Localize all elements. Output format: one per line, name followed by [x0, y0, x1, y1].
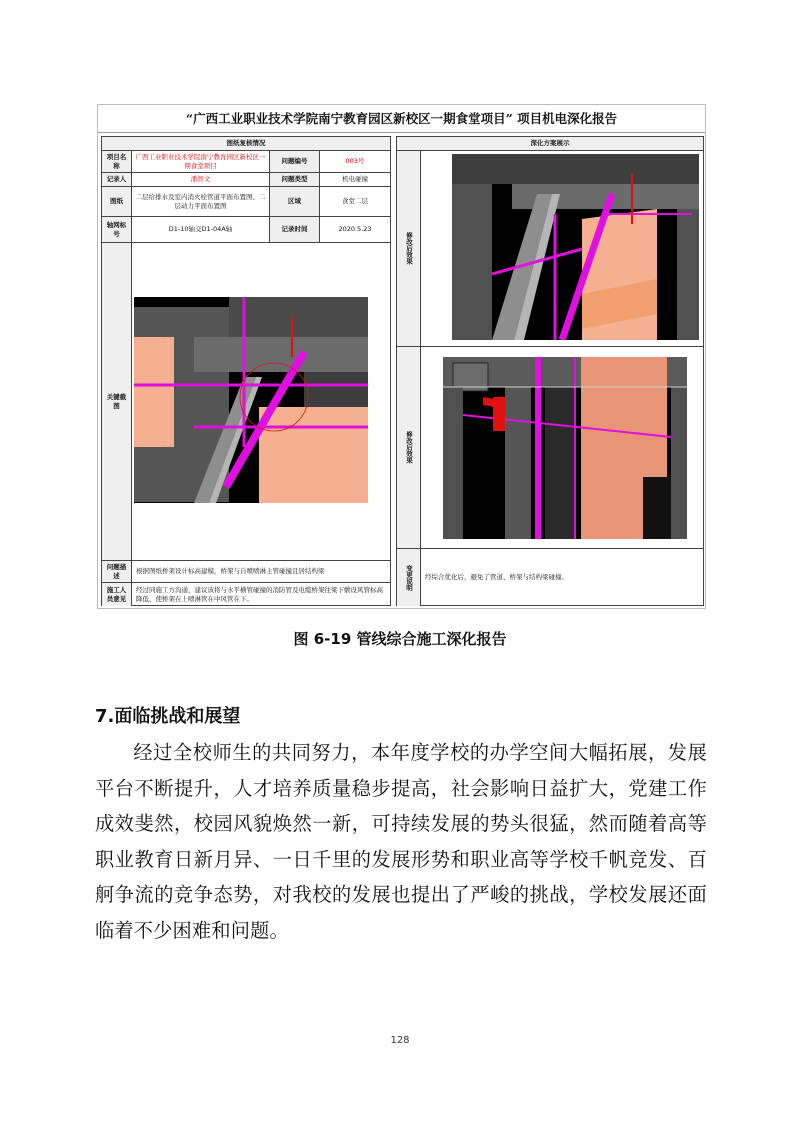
area-value: 食堂二层: [320, 187, 391, 217]
after-effect-cell-1: [421, 151, 704, 347]
change-label: [397, 549, 421, 606]
optimized-model-image-1: [452, 154, 699, 340]
project-label: 项目名称: [102, 151, 132, 173]
body-paragraph: 经过全校师生的共同努力，本年度学校的办学空间大幅拓展，发展平台不断提升，人才培养质量稳步提高，社会影响日益扩大，党建工作成效斐然，校园风貌焕然一新，可持续发展的势头很猛，然而随着高等职业教育日新月异、一日千里的发展形势和职业高等学校千帆竞发、百舸争流的竞争态势，对我校的发展也提出了严峻的挑战，学校发展还面临着不少困难和问题。: [95, 741, 707, 942]
after-effect-cell-2: [421, 347, 704, 549]
right-header: 深化方案展示: [397, 137, 704, 151]
page-number: 128: [390, 1035, 410, 1046]
drawing-review-table: [101, 136, 391, 606]
opinion-label: 施工人员意见: [102, 583, 132, 606]
key-view-label: 关键截图: [102, 243, 132, 561]
section-heading: 7.面临挑战和展望: [95, 706, 241, 727]
record-time-label: 记录时间: [270, 217, 320, 243]
axis-label: 轴网标号: [102, 217, 132, 243]
drawing-value: 二层给排水及室内消火栓管道平面布置图、二层动力平面布置图: [132, 187, 270, 217]
axis-value: D1-10轴交D1-04A轴: [132, 217, 270, 243]
after-effect-render-2: [443, 357, 687, 539]
after-effect-label-1: [397, 151, 421, 347]
after-effect-label-2: [397, 347, 421, 549]
recorder-label: 记录人: [102, 173, 132, 187]
problem-desc-value: 根据图纸桥架设计标高建模，桥架与自喷喷淋主管碰撞且居结构梁: [132, 561, 391, 583]
clash-model-image: [134, 297, 368, 503]
problem-no-label: 问题编号: [270, 151, 320, 173]
after-effect-label-2-text: 修改后效果: [405, 431, 413, 464]
problem-desc-label: 问题描述: [102, 561, 132, 583]
after-effect-render-1: [452, 154, 699, 340]
project-value: 广西工业职业技术学院南宁教育园区新校区一期食堂项目: [132, 151, 270, 173]
recorder-value: 潘智文: [132, 173, 270, 187]
key-view-render: [134, 297, 368, 503]
area-label: 区域: [270, 187, 320, 217]
figure-caption: 图 6-19 管线综合施工深化报告: [293, 630, 507, 648]
problem-type-value: 机电碰撞: [320, 173, 391, 187]
optimization-table: [396, 136, 704, 606]
report-figure: [97, 104, 706, 609]
drawing-label: 图纸: [102, 187, 132, 217]
opinion-value: 经过同施工方沟通，建议该将与水平横管碰撞的消防管及电缆桥架往梁下敷设风管标高降低，使桥架在上喷淋管在中风管在下。: [132, 583, 391, 606]
problem-no-value: 003号: [320, 151, 391, 173]
report-title: “广西工业职业技术学院南宁教育园区新校区一期食堂项目” 项目机电深化报告: [98, 105, 705, 133]
after-effect-label-1-text: 修改后效果: [405, 232, 413, 265]
optimized-model-image-2: [443, 357, 687, 539]
change-label-text: 变更说明: [405, 564, 413, 591]
key-view-cell: [132, 243, 391, 561]
record-time-value: 2020.5.23: [320, 217, 391, 243]
left-header: 图纸复核情况: [102, 137, 391, 151]
problem-type-label: 问题类型: [270, 173, 320, 187]
change-value: 经综合优化后，避免了管道、桥架与结构梁碰撞。: [421, 549, 704, 606]
